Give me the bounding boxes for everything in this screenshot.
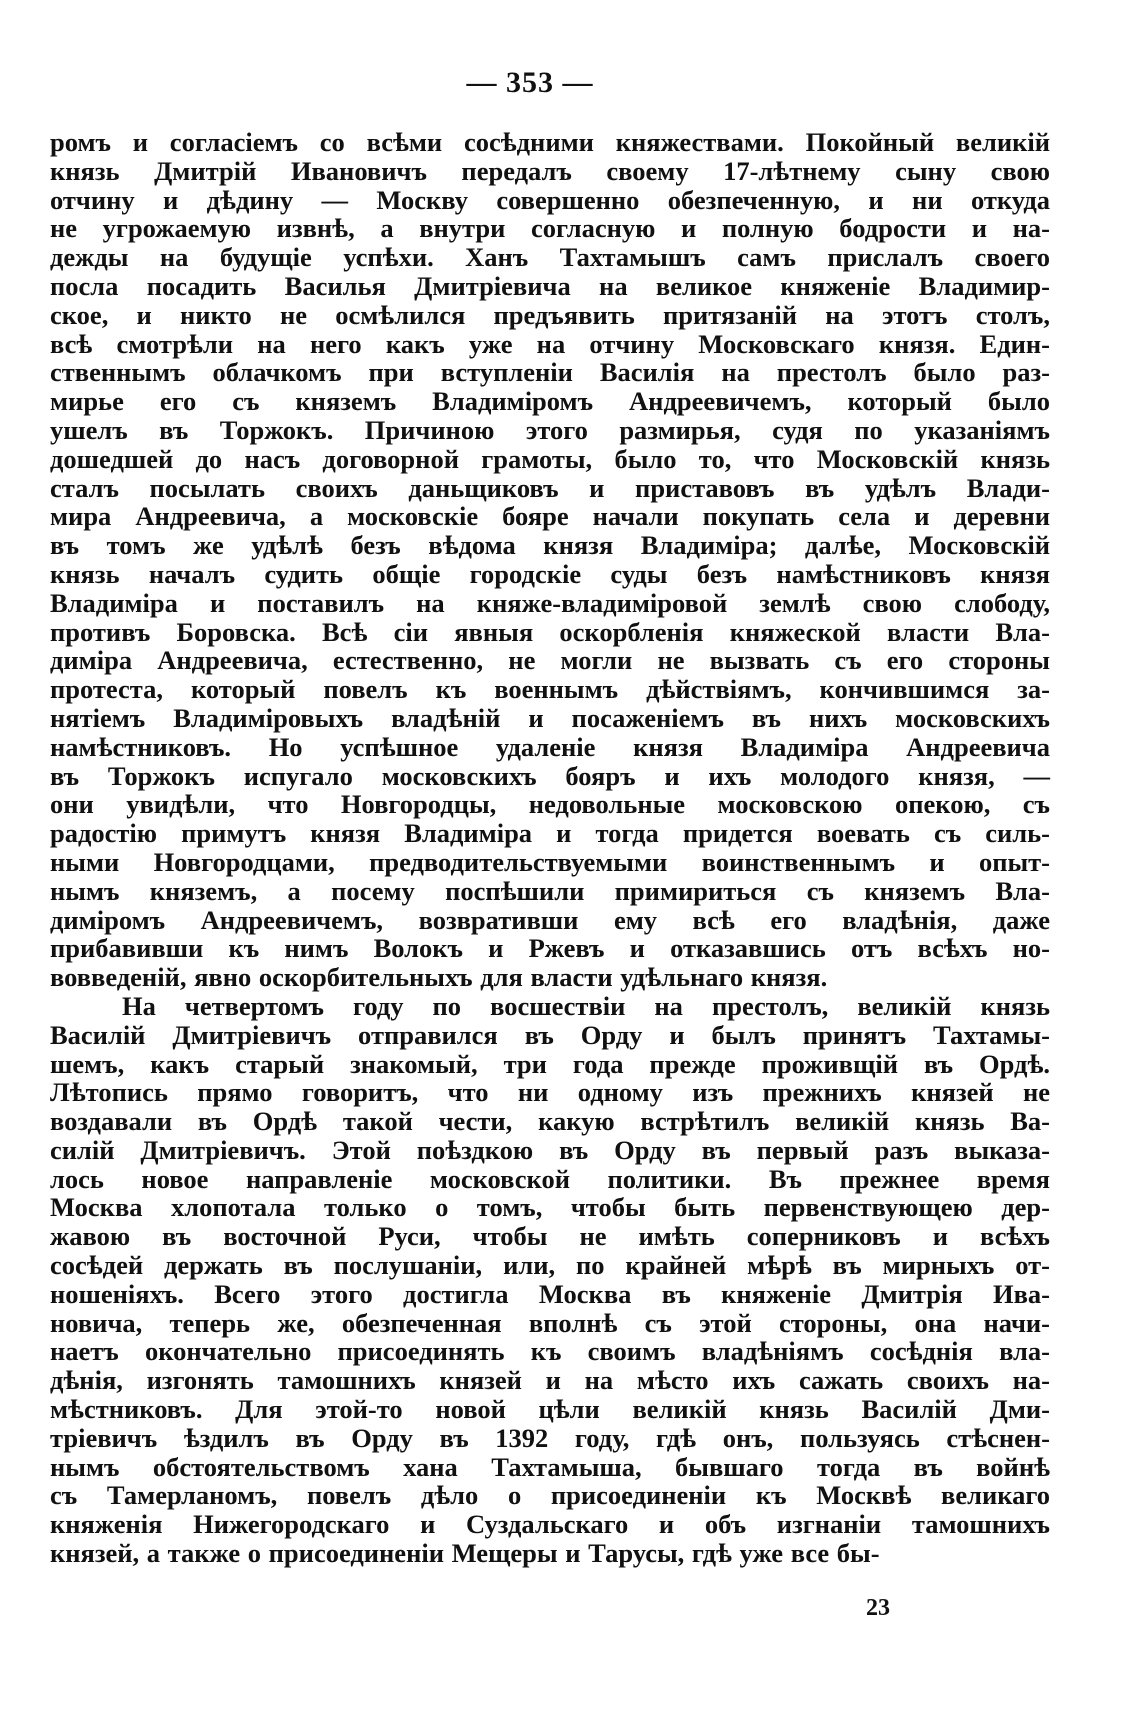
text-line: съ Тамерланомъ, повелъ дѣло о присоединеніи къ Москвѣ великаго bbox=[50, 1480, 1050, 1511]
text-line: силій Дмитріевичъ. Этой поѣздкою въ Орду въ первый разъ выказа- bbox=[50, 1134, 1050, 1165]
paragraph-2 bbox=[50, 992, 1050, 1568]
text-line: ушелъ въ Торжокъ. Причиною этого размирья, судя по указаніямъ bbox=[50, 414, 1050, 445]
text-line: воздавали въ Ордѣ такой чести, какую встрѣтилъ великій князь Ва- bbox=[50, 1106, 1050, 1137]
text-line: отчину и дѣдину — Москву совершенно обезпеченную, и ни откуда bbox=[50, 184, 1050, 215]
text-line: мира Андреевича, а московскіе бояре начали покупать села и деревни bbox=[50, 501, 1050, 532]
text-line: радостію примутъ князя Владиміра и тогда придется воевать съ силь- bbox=[50, 818, 1050, 849]
text-line: въ Торжокъ испугало московскихъ бояръ и ихъ молодого князя, — bbox=[50, 760, 1050, 791]
text-line: диміромъ Андреевичемъ, возвративши ему всѣ его владѣнія, даже bbox=[50, 904, 1050, 935]
text-line: протеста, который повелъ къ военнымъ дѣйствіямъ, кончившимся за- bbox=[50, 674, 1050, 705]
text-line: Москва хлопотала только о томъ, чтобы быть первенствующею дер- bbox=[50, 1192, 1050, 1223]
text-line: дѣнія, изгонять тамошнихъ князей и на мѣсто ихъ сажать своихъ на- bbox=[50, 1365, 1050, 1396]
text-line: дошедшей до насъ договорной грамоты, было то, что Московскій князь bbox=[50, 443, 1050, 474]
text-line: дежды на будущіе успѣхи. Ханъ Тахтамышъ самъ прислалъ своего bbox=[50, 242, 1050, 273]
body-text bbox=[50, 128, 1050, 1568]
text-line: ромъ и согласіемъ со всѣми сосѣдними княжествами. Покойный великій bbox=[50, 127, 1050, 157]
text-line: На четвертомъ году по восшествіи на престолъ, великій князь bbox=[122, 990, 1050, 1021]
text-line: Василій Дмитріевичъ отправился въ Орду и былъ принятъ Тахтамы- bbox=[50, 1019, 1050, 1050]
text-line: жавою въ восточной Руси, чтобы не имѣть соперниковъ и всѣхъ bbox=[50, 1221, 1050, 1252]
text-line: диміра Андреевича, естественно, не могли не вызвать съ его стороны bbox=[50, 645, 1050, 676]
text-line: Лѣтопись прямо говоритъ, что ни одному изъ прежнихъ князей не bbox=[50, 1077, 1050, 1108]
text-line: въ томъ же удѣлѣ безъ вѣдома князя Владиміра; далѣе, Московскій bbox=[50, 530, 1050, 561]
text-line: княженія Нижегородскаго и Суздальскаго и объ изгнаніи тамошнихъ bbox=[50, 1509, 1050, 1540]
text-line: они увидѣли, что Новгородцы, недовольные московскою опекою, съ bbox=[50, 789, 1050, 820]
signature-mark: 23 bbox=[866, 1595, 890, 1621]
text-line: сталъ посылать своихъ даньщиковъ и приставовъ въ удѣлъ Влади- bbox=[50, 472, 1050, 503]
text-line: вовведеній, явно оскорбительныхъ для власти удѣльнаго князя. bbox=[50, 962, 828, 993]
text-line: князь Дмитрій Ивановичъ передалъ своему 17-лѣтнему сыну свою bbox=[50, 155, 1050, 186]
text-line: ское, и никто не осмѣлился предъявить притязаній на этотъ столъ, bbox=[50, 299, 1050, 330]
text-line: нятіемъ Владиміровыхъ владѣній и посаженіемъ въ нихъ московскихъ bbox=[50, 702, 1050, 733]
text-line: наетъ окончательно присоединять къ своимъ владѣніямъ сосѣднія вла- bbox=[50, 1336, 1050, 1367]
text-line: шемъ, какъ старый знакомый, три года прежде проживщій въ Ордѣ. bbox=[50, 1048, 1050, 1079]
text-line: прибавивши къ нимъ Волокъ и Ржевъ и отказавшись отъ всѣхъ но- bbox=[50, 933, 1050, 964]
text-line: мирье его съ княземъ Владиміромъ Андреевичемъ, который было bbox=[50, 386, 1050, 417]
text-line: Владиміра и поставилъ на княже-владиміровой землѣ свою слободу, bbox=[50, 587, 1050, 618]
text-line: нымъ обстоятельствомъ хана Тахтамыша, бывшаго тогда въ войнѣ bbox=[50, 1451, 1050, 1482]
text-line: лось новое направленіе московской политики. Въ прежнее время bbox=[50, 1163, 1050, 1194]
text-line: не угрожаемую извнѣ, а внутри согласную и полную бодрости и на- bbox=[50, 213, 1050, 244]
text-line: князь началъ судить общіе городскіе суды безъ намѣстниковъ князя bbox=[50, 558, 1050, 589]
text-line: всѣ смотрѣли на него какъ уже на отчину Московскаго князя. Един- bbox=[50, 328, 1050, 359]
text-line: намѣстниковъ. Но успѣшное удаленіе князя Владиміра Андреевича bbox=[50, 731, 1050, 762]
text-line: нымъ княземъ, а посему поспѣшили примириться съ княземъ Вла- bbox=[50, 875, 1050, 906]
text-line: новича, теперь же, обезпеченная вполнѣ съ этой стороны, она начи- bbox=[50, 1307, 1050, 1338]
page-number: — 353 — bbox=[466, 66, 594, 99]
paragraph-1 bbox=[50, 128, 1050, 992]
text-line: ственнымъ облачкомъ при вступленіи Василія на престолъ было раз- bbox=[50, 357, 1050, 388]
text-line: посла посадить Василья Дмитріевича на великое княженіе Владимир- bbox=[50, 270, 1050, 301]
text-line: сосѣдей держать въ послушаніи, или, по крайней мѣрѣ въ мирныхъ от- bbox=[50, 1250, 1050, 1281]
text-line: тріевичъ ѣздилъ въ Орду въ 1392 году, гдѣ онъ, пользуясь стѣснен- bbox=[50, 1422, 1050, 1453]
text-line: мѣстниковъ. Для этой-то новой цѣли великій князь Василій Дми- bbox=[50, 1394, 1050, 1425]
text-line: противъ Боровска. Всѣ сіи явныя оскорбленія княжеской власти Вла- bbox=[50, 616, 1050, 647]
text-line: ными Новгородцами, предводительствуемыми воинственнымъ и опыт- bbox=[50, 846, 1050, 877]
text-line: князей, а также о присоединеніи Мещеры и Тарусы, гдѣ уже все бы- bbox=[50, 1538, 880, 1569]
text-line: ношеніяхъ. Всего этого достигла Москва въ княженіе Дмитрія Ива- bbox=[50, 1278, 1050, 1309]
